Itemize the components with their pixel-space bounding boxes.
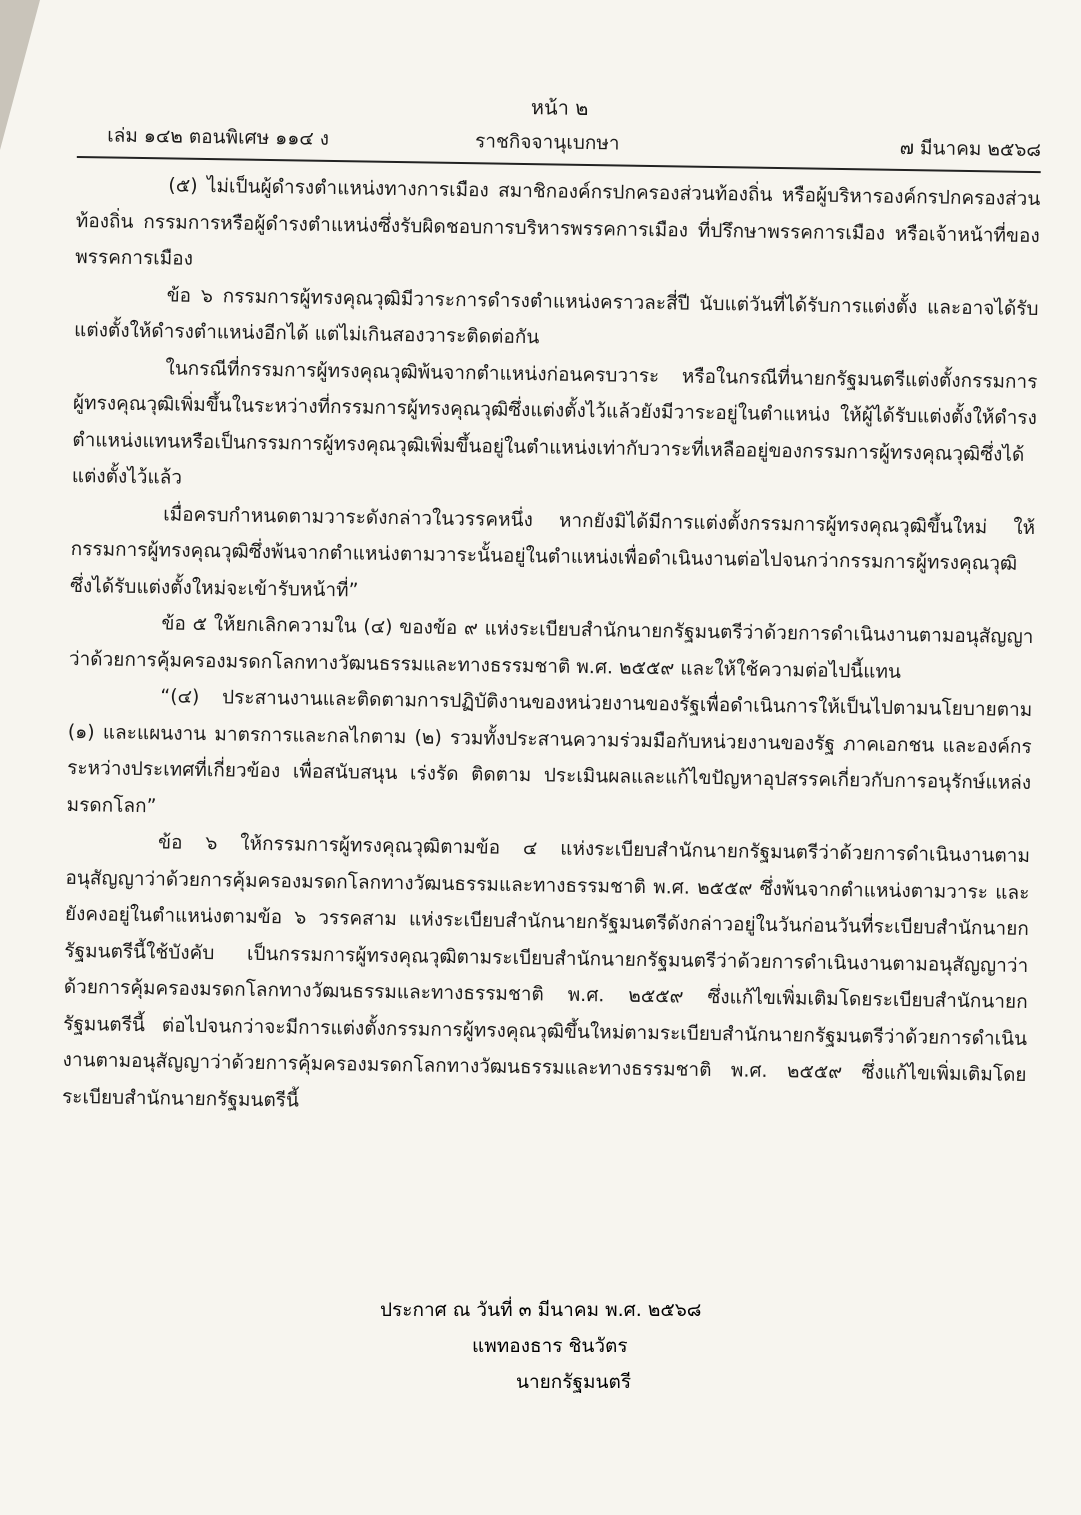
header-publication: ราชกิจจานุเบกษา (474, 130, 620, 155)
paragraph-term-expiry: เมื่อครบกำหนดตามวาระดังกล่าวในวรรคหนึ่ง หากยังมิได้มีการแต่งตั้งกรรมการผู้ทรงคุณวุฒิขึ้นใหม่ ให้กรรมการผู้ทรงคุณวุฒิซึ่งพ้นจากตำแหน่งตามวาระนั้นอยู่ในตำแหน่งเพื่อดำเนินงานต่อไปจนกว่ากรรมการผู้ทรงคุณวุฒิซึ่งได้รับแต่งตั้งใหม่จะเข้ารับหน้าที่” (69, 502, 1036, 601)
gazette-sheet (62, 82, 1042, 1130)
paragraph-article-6: ข้อ ๖ ให้กรรมการผู้ทรงคุณวุฒิตามข้อ ๔ แห่งระเบียบสำนักนายกรัฐมนตรีว่าด้วยการดำเนินงานตามอนุสัญญาว่าด้วยการคุ้มครองมรดกโลกทางวัฒนธรรมและทางธรรมชาติ พ.ศ. ๒๕๕๙ ซึ่งพ้นจากตำแหน่งตามวาระ และยังคงอยู่ในตำแหน่งตามข้อ ๖ วรรคสาม แห่งระเบียบสำนักนายกรัฐมนตรีดังกล่าวอยู่ในวันก่อนวันที่ระเบียบสำนักนายกรัฐมนตรีนี้ใช้บังคับ เป็นกรรมการผู้ทรงคุณวุฒิตามระเบียบสำนักนายกรัฐมนตรีว่าด้วยการดำเนินงานตามอนุสัญญาว่าด้วยการคุ้มครองมรดกโลกทางวัฒนธรรมและทางธรรมชาติ พ.ศ. ๒๕๕๙ ซึ่งแก้ไขเพิ่มเติมโดยระเบียบสำนักนายกรัฐมนตรีนี้ ต่อไปจนกว่าจะมีการแต่งตั้งกรรมการผู้ทรงคุณวุฒิขึ้นใหม่ตามระเบียบสำนักนายกรัฐมนตรีว่าด้วยการดำเนินงานตามอนุสัญญาว่าด้วยการคุ้มครองมรดกโลกทางวัฒนธรรมและทางธรรมชาติ พ.ศ. ๒๕๕๙ ซึ่งแก้ไขเพิ่มเติมโดยระเบียบสำนักนายกรัฐมนตรีนี้ (61, 831, 1031, 1112)
paragraph-clause-5-sub: (๕) ไม่เป็นผู้ดำรงตำแหน่งทางการเมือง สมาชิกองค์กรปกครองส่วนท้องถิ่น หรือผู้บริหารองค์กรปกครองส่วนท้องถิ่น กรรมการหรือผู้ดำรงตำแหน่งซึ่งรับผิดชอบการบริหารพรรคการเมือง ที่ปรึกษาพรรคการเมือง หรือเจ้าหน้าที่ของพรรคการเมือง (75, 174, 1041, 270)
announcement-date: ประกาศ ณ วันที่ ๓ มีนาคม พ.ศ. ๒๕๖๘ (380, 1299, 702, 1321)
page-number: หน้า ๒ (530, 95, 589, 121)
signatory-position: นายกรัฐมนตรี (516, 1371, 632, 1393)
body-text (62, 166, 1041, 1130)
page-corner-shadow (0, 0, 40, 150)
paragraph-article-5: ข้อ ๕ ให้ยกเลิกความใน (๔) ของข้อ ๙ แห่งระเบียบสำนักนายกรัฐมนตรีว่าด้วยการดำเนินงานตามอนุสัญญาว่าด้วยการคุ้มครองมรดกโลกทางวัฒนธรรมและทางธรรมชาติ พ.ศ. ๒๕๕๙ และให้ใช้ความต่อไปนี้แทน (68, 612, 1034, 683)
paragraph-vacancy: ในกรณีที่กรรมการผู้ทรงคุณวุฒิพ้นจากตำแหน่งก่อนครบวาระ หรือในกรณีที่นายกรัฐมนตรีแต่งตั้งกรรมการผู้ทรงคุณวุฒิเพิ่มขึ้นในระหว่างที่กรรมการผู้ทรงคุณวุฒิซึ่งแต่งตั้งไว้แล้วยังมีวาระอยู่ในตำแหน่ง ให้ผู้ได้รับแต่งตั้งให้ดำรงตำแหน่งแทนหรือเป็นกรรมการผู้ทรงคุณวุฒิเพิ่มขึ้นอยู่ในตำแหน่งเท่ากับวาระที่เหลืออยู่ของกรรมการผู้ทรงคุณวุฒิซึ่งได้แต่งตั้งไว้แล้ว (71, 356, 1038, 489)
paragraph-clause-6-term: ข้อ ๖ กรรมการผู้ทรงคุณวุฒิมีวาระการดำรงตำแหน่งคราวละสี่ปี นับแต่วันที่ได้รับการแต่งตั้ง และอาจได้รับแต่งตั้งให้ดำรงตำแหน่งอีกได้ แต่ไม่เกินสองวาระติดต่อกัน (73, 283, 1039, 349)
signatory-name: แพทองธาร ชินวัตร (472, 1335, 628, 1357)
header-volume: เล่ม ๑๔๒ ตอนพิเศษ ๑๑๔ ง (106, 124, 330, 150)
header-date: ๗ มีนาคม ๒๕๖๘ (899, 136, 1042, 162)
paragraph-amended-text: “(๔) ประสานงานและติดตามการปฏิบัติงานของหน่วยงานของรัฐเพื่อดำเนินการให้เป็นไปตามนโยบายตาม (๑) และแผนงาน มาตรการและกลไกตาม (๒) รวมทั้งประสานความร่วมมือกับหน่วยงานของรัฐ ภาคเอกชน และองค์กรระหว่างประเทศที่เกี่ยวข้อง เพื่อสนับสนุน เร่งรัด ติดตาม ประเมินผลและแก้ไขปัญหาอุปสรรคเกี่ยวกับการอนุรักษ์แหล่งมรดกโลก” (66, 685, 1033, 817)
signature-block (380, 1292, 820, 1400)
